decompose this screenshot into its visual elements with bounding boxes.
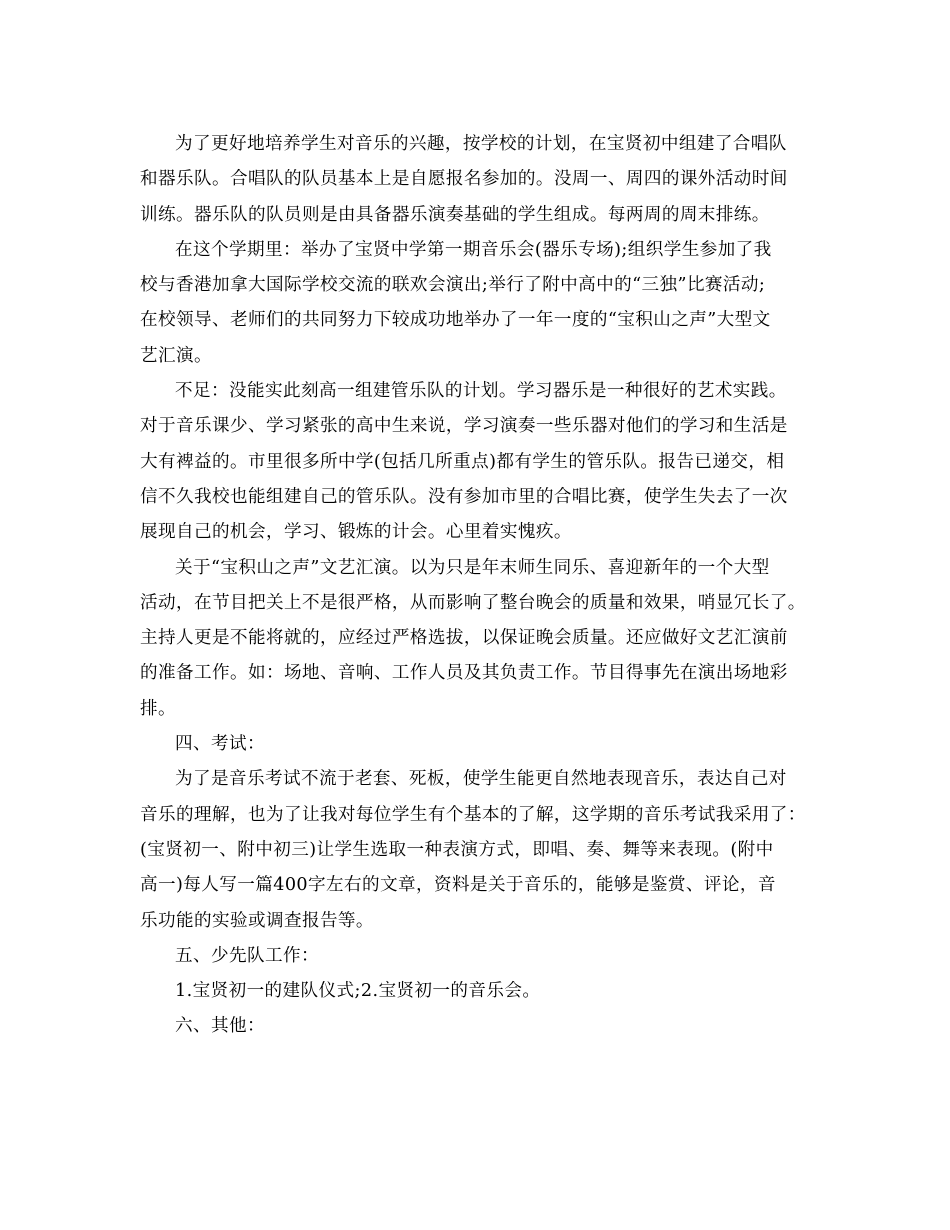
paragraph-4-line-3: 主持人更是不能将就的，应经过严格选拔，以保证晚会质量。还应做好文艺汇演前 bbox=[140, 628, 788, 649]
paragraph-3-line-4: 信不久我校也能组建自己的管乐队。没有参加市里的合唱比赛，使学生失去了一次 bbox=[140, 486, 788, 507]
paragraph-2-line-1: 在这个学期里：举办了宝贤中学第一期音乐会(器乐专场);组织学生参加了我 bbox=[175, 239, 772, 260]
paragraph-2-line-4: 艺汇演。 bbox=[140, 345, 212, 366]
paragraph-6-line-3: (宝贤初一、附中初三)让学生选取一种表演方式，即唱、奏、舞等来表现。(附中 bbox=[140, 839, 774, 860]
paragraph-4-line-4: 的准备工作。如：场地、音响、工作人员及其负责工作。节目得事先在演出场地彩 bbox=[140, 663, 788, 684]
section-heading-exam: 四、考试： bbox=[175, 734, 265, 755]
paragraph-2-line-3: 在校领导、老师们的共同努力下较成功地举办了一年一度的“宝积山之声”大型文 bbox=[140, 310, 771, 331]
paragraph-8-line-1: 1.宝贤初一的建队仪式;2.宝贤初一的音乐会。 bbox=[175, 981, 541, 1002]
paragraph-4-line-5: 排。 bbox=[140, 698, 176, 719]
paragraph-6-line-4: 高一)每人写一篇400字左右的文章，资料是关于音乐的，能够是鉴赏、评论，音 bbox=[140, 875, 776, 896]
paragraph-3-line-3: 大有裨益的。市里很多所中学(包括几所重点)都有学生的管乐队。报告已递交，相 bbox=[140, 451, 785, 472]
paragraph-2-line-2: 校与香港加拿大国际学校交流的联欢会演出;举行了附中高中的“三独”比赛活动; bbox=[140, 275, 766, 296]
paragraph-4-line-1: 关于“宝积山之声”文艺汇演。以为只是年末师生同乐、喜迎新年的一个大型 bbox=[175, 557, 770, 578]
paragraph-1-line-1: 为了更好地培养学生对音乐的兴趣，按学校的计划，在宝贤初中组建了合唱队 bbox=[175, 134, 787, 154]
section-heading-young-pioneers: 五、少先队工作： bbox=[175, 945, 319, 966]
paragraph-1-line-2: 和器乐队。合唱队的队员基本上是自愿报名参加的。没周一、周四的课外活动时间 bbox=[140, 169, 788, 190]
paragraph-3-line-5: 展现自己的机会，学习、锻炼的计会。心里着实愧疚。 bbox=[140, 522, 572, 543]
paragraph-3-line-2: 对于音乐课少、学习紧张的高中生来说，学习演奏一些乐器对他们的学习和生活是 bbox=[140, 416, 788, 437]
paragraph-1-line-3: 训练。器乐队的队员则是由具备器乐演奏基础的学生组成。每两周的周末排练。 bbox=[140, 204, 770, 225]
document-body bbox=[140, 127, 840, 1045]
paragraph-6-line-2: 音乐的理解，也为了让我对每位学生有个基本的了解，这学期的音乐考试我采用了： bbox=[140, 804, 806, 825]
section-heading-other: 六、其他： bbox=[175, 1016, 265, 1037]
paragraph-6-line-1: 为了是音乐考试不流于老套、死板，使学生能更自然地表现音乐，表达自己对 bbox=[175, 769, 787, 790]
paragraph-6-line-5: 乐功能的实验或调查报告等。 bbox=[140, 910, 374, 931]
paragraph-4-line-2: 活动，在节目把关上不是很严格，从而影响了整台晚会的质量和效果，哨显冗长了。 bbox=[140, 592, 806, 613]
paragraph-3-line-1: 不足：没能实此刻高一组建管乐队的计划。学习器乐是一种很好的艺术实践。 bbox=[175, 381, 787, 402]
